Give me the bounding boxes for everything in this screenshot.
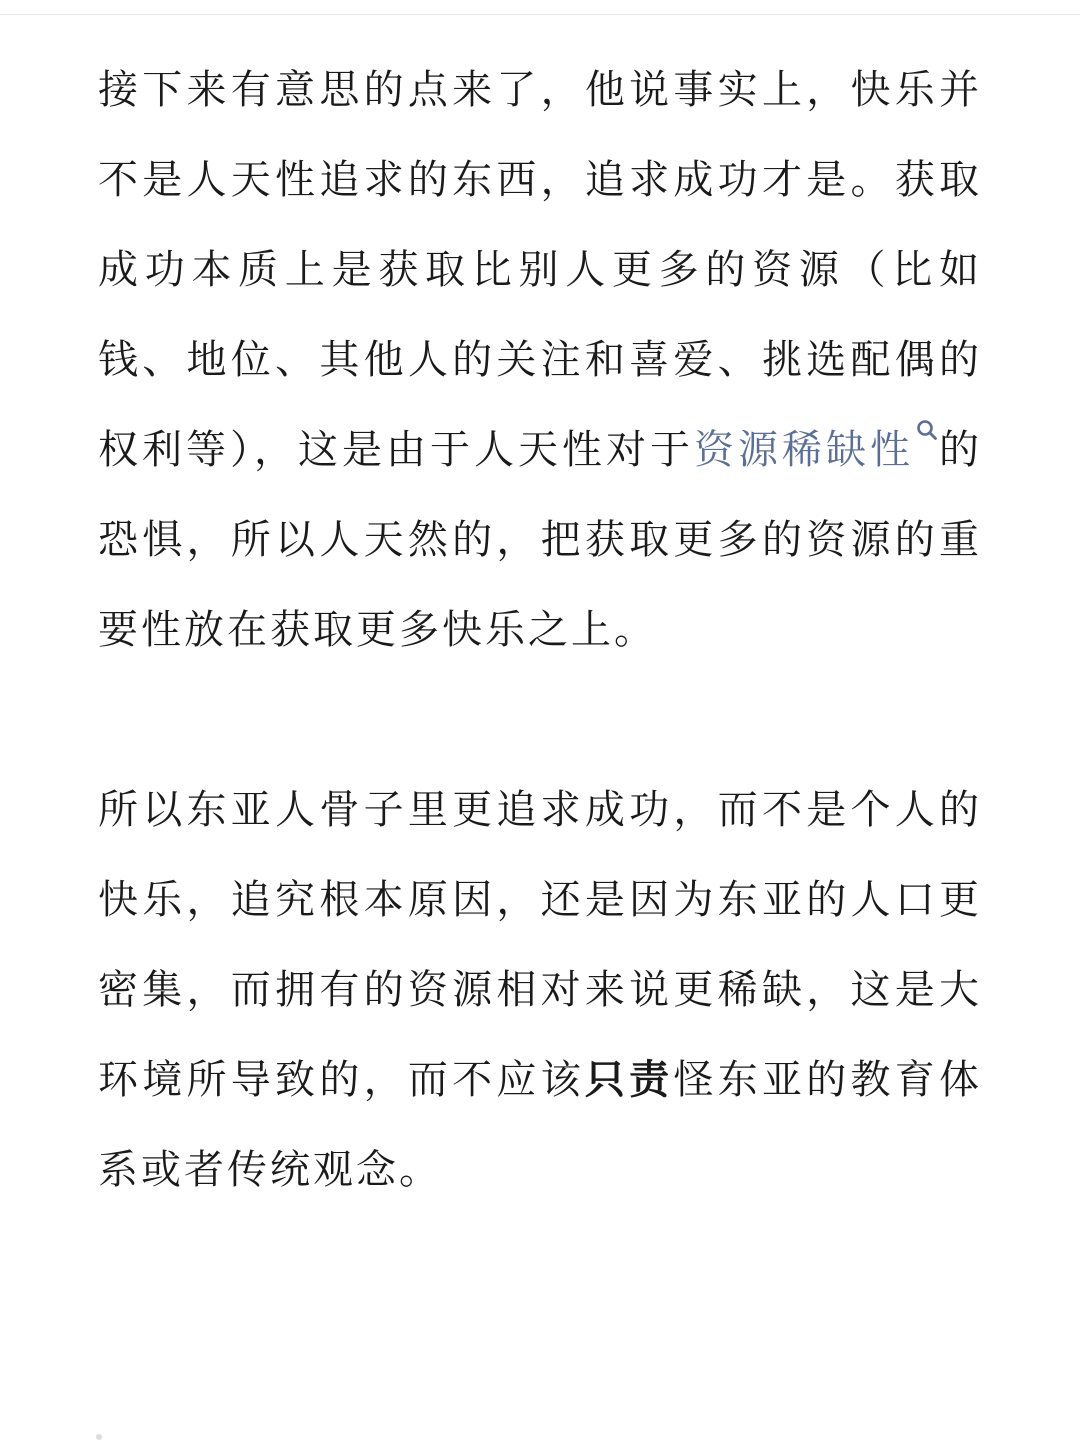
search-link-label[interactable]: 资源稀缺性	[694, 427, 914, 473]
paragraph-2	[98, 765, 982, 1215]
paragraph-1-text-end: 的恐惧，所以人天然的，把获取更多的资源的重要性放在获取更多快乐之上。	[98, 427, 982, 653]
top-divider	[0, 14, 1080, 15]
emphasis-text: 只责	[584, 1057, 674, 1103]
article-body	[98, 45, 982, 1215]
search-link-resource-scarcity[interactable]	[694, 427, 938, 473]
bottom-edge-mark	[96, 1434, 102, 1440]
paragraph-1	[98, 45, 982, 675]
search-icon[interactable]	[916, 419, 938, 441]
paragraph-1-text-start: 接下来有意思的点来了，他说事实上，快乐并不是人天性追求的东西，追求成功才是。获取成功本质上是获取比别人更多的资源（比如钱、地位、其他人的关注和喜爱、挑选配偶的权利等），这是由于人天性对于	[98, 67, 982, 473]
paragraph-2-text-end: 怪东亚的教育体系或者传统观念。	[98, 1057, 983, 1193]
paragraph-2-text-start: 所以东亚人骨子里更追求成功，而不是个人的快乐，追究根本原因，还是因为东亚的人口更密集，而拥有的资源相对来说更稀缺，这是大环境所导致的，而不应该	[98, 787, 982, 1103]
